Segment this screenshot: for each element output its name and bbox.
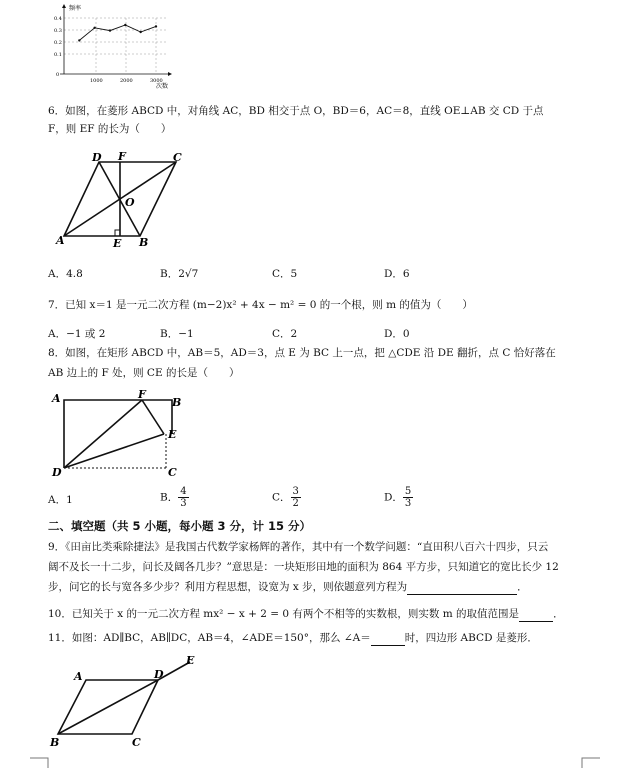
q8-option-d: D． $\frac{5}{3}$ [384,486,412,509]
section-2-heading: 二、填空题（共 5 小题，每小题 3 分，计 15 分） [48,519,312,533]
label-B: B [139,236,149,248]
q8-option-c: C． $\frac{3}{2}$ [272,486,299,509]
question-9-line-3: 步，问它的长与宽各多少步？利用方程思想，设宽为 x 步，则依题意列方程为 ． [48,581,528,593]
x-tick: 2000 [120,78,133,84]
q7-option-b: B．−1 [160,328,194,340]
x-tick: 3000 [150,78,163,84]
q6-option-c: C．5 [272,268,298,280]
label-A: A [52,392,61,405]
y-tick: 0.1 [54,52,62,58]
question-10-text: 10．已知关于 x 的一元二次方程 mx² − x + 2 = 0 有两个不相等的实数根，则实数 m 的取值范围是 ． [48,608,564,620]
label-B: B [172,396,182,409]
label-D: D [154,668,164,681]
y-tick: 0.2 [54,40,62,46]
label-C: C [173,152,182,164]
rhombus-figure [55,152,195,248]
question-11-text: 11．如图：AD∥BC，AB∥DC，AB＝4，∠ADE＝150°，那么 ∠A＝ 时，四边形 ABCD 是菱形． [48,632,538,644]
q6-option-b: B．2√7 [160,268,199,280]
answer-blank [519,607,553,622]
y-axis-label: 频率 [69,5,82,12]
question-6-text: 6．如图，在菱形 ABCD 中，对角线 AC，BD 相交于点 O，BD＝6，AC＝8，直线 OE⊥AB 交 CD 于点 [48,105,544,117]
q6-option-a: A．4.8 [48,268,83,280]
answer-blank [407,580,517,595]
x-axis-label: 次数 [156,83,169,90]
q7-option-a: A．−1 或 2 [48,328,106,340]
page-corner-mark [30,756,50,768]
question-8-text-cont: AB 边上的 F 处，则 CE 的长是（ ） [48,367,240,379]
q6-option-d: D．6 [384,268,410,280]
rectangle-figure [48,390,198,480]
frequency-data-point [124,24,126,26]
label-F: F [138,390,146,401]
x-tick: 1000 [90,78,103,84]
label-E: E [113,237,122,248]
label-C: C [168,466,177,479]
frequency-data-point [139,31,141,33]
label-A: A [56,234,65,247]
q8-option-a: A．1 [48,494,73,506]
q7-option-d: D．0 [384,328,410,340]
answer-blank [371,631,405,646]
page-corner-mark [580,756,600,768]
question-9-line-2: 阔不及长一十二步，问长及阔各几步？”意思是：一块矩形田地的面积为 864 平方步，只知道它的宽比长少 12 [48,561,559,573]
y-tick: 0 [56,72,60,78]
label-F: F [118,152,126,163]
label-D: D [92,152,102,164]
parallelogram-figure [48,654,208,750]
label-A: A [74,670,83,683]
label-D: D [52,466,62,479]
frequency-chart [52,2,192,90]
question-8-text: 8．如图，在矩形 ABCD 中，AB＝5，AD＝3，点 E 为 BC 上一点，把 △CDE 沿 DE 翻折，点 C 恰好落在 [48,347,556,359]
q8-option-b: B． $\frac{4}{3}$ [160,486,187,509]
y-tick: 0.3 [54,28,62,34]
label-O: O [125,196,135,209]
label-E: E [168,428,177,441]
frequency-data-point [155,25,157,27]
question-9-line-1: 9．《田亩比类乘除捷法》是我国古代数学家杨辉的著作，其中有一个数学问题：“直田积八百六十四步，只云 [48,541,549,553]
question-6-text-cont: F，则 EF 的长为（ ） [48,123,172,135]
frequency-data-point [78,39,80,41]
label-E: E [186,654,195,667]
y-tick: 0.4 [54,16,62,22]
label-B: B [50,736,60,749]
label-C: C [132,736,141,749]
frequency-data-point [109,29,111,31]
frequency-series-line [79,25,156,40]
question-7-text: 7．已知 x＝1 是一元二次方程 (m−2)x² + 4x − m² = 0 的一个根，则 m 的值为（ ） [48,299,473,311]
frequency-data-point [93,27,95,29]
q7-option-c: C．2 [272,328,298,340]
